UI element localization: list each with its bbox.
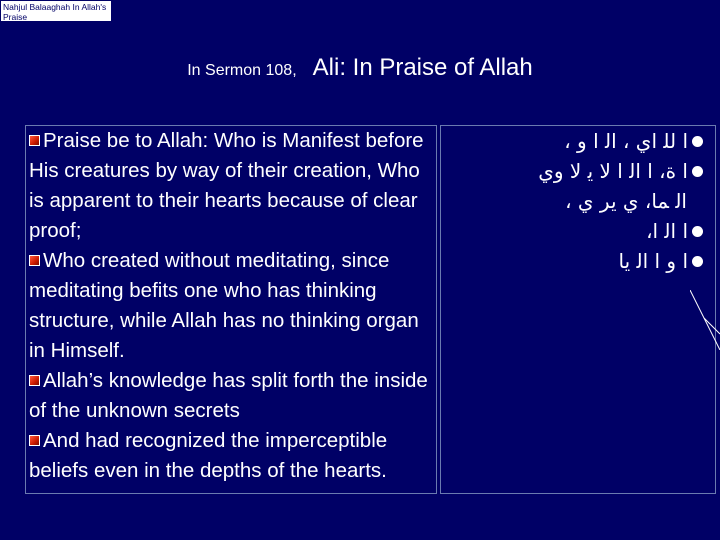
arabic-point-continuation: ﺍﻟ ﻤﺎ، ﻱ ﻳﺮ ﻱ ،	[565, 189, 687, 213]
arabic-text-list	[443, 126, 703, 276]
round-bullet-icon	[692, 166, 703, 177]
english-point	[29, 426, 433, 486]
english-point-text: Who created without meditating, since meditating befits one who has thinking structure, while Allah has no thinking organ in Himself.	[29, 249, 419, 362]
round-bullet-icon	[692, 226, 703, 237]
arabic-point	[443, 156, 703, 186]
arabic-point	[443, 246, 703, 276]
arabic-point-text: ﺍ ﻭ ﺍ ﺍﻟ ﻳﺎ	[618, 249, 688, 273]
arabic-point-text: ا ﻟﻠ اي ، ﺍﻟ ﺍ ﻭ ،	[564, 129, 688, 153]
english-point-text: Allah’s knowledge has split forth the inside of the unknown secrets	[29, 369, 428, 422]
decorative-line-icon	[690, 290, 720, 350]
english-text-panel	[25, 125, 437, 494]
arabic-point	[443, 216, 703, 246]
slide-corner-label: Nahjul Balaaghah In Allah's Praise	[0, 0, 112, 22]
english-point-text: And had recognized the imperceptible beliefs even in the depths of the hearts.	[29, 429, 388, 482]
round-bullet-icon	[692, 256, 703, 267]
arabic-point-text: ﺍ ﺓ، ﺍ ﺍﻟ ﺍ ﻻ ﻳ ﻻ ﻭﻱ	[538, 159, 688, 183]
english-point	[29, 366, 433, 426]
red-square-bullet-icon	[29, 135, 40, 146]
arabic-text-panel	[440, 125, 716, 494]
red-square-bullet-icon	[29, 435, 40, 446]
english-text	[29, 126, 433, 486]
arabic-point	[443, 126, 703, 156]
arabic-point-text: ﺍ ﺍﻟ ﺍ،	[646, 219, 688, 243]
title-main: Ali: In Praise of Allah	[312, 54, 533, 81]
red-square-bullet-icon	[29, 375, 40, 386]
english-point	[29, 126, 433, 246]
red-square-bullet-icon	[29, 255, 40, 266]
title-sermon-ref: In Sermon 108,	[187, 62, 297, 79]
english-point	[29, 246, 433, 366]
english-point-text: Praise be to Allah: Who is Manifest before His creatures by way of their creation, Who is apparent to their hearts because of clear proof;	[29, 129, 424, 242]
round-bullet-icon	[692, 136, 703, 147]
slide-title	[0, 54, 720, 82]
